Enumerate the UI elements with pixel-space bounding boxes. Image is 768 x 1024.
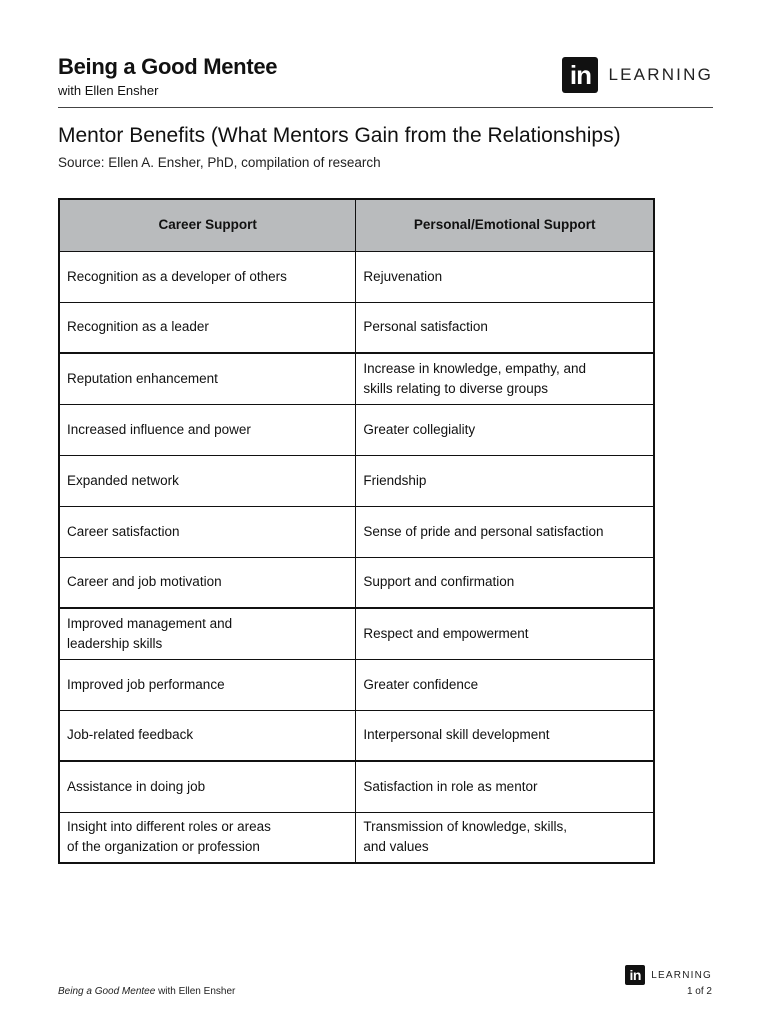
footer-learning-wordmark: LEARNING: [651, 969, 712, 981]
header-divider: [58, 107, 713, 108]
table-row: [59, 761, 654, 812]
career-support-cell: Increased influence and power: [59, 404, 356, 455]
career-support-cell: Expanded network: [59, 455, 356, 506]
document-header: [58, 54, 713, 110]
table-row: [59, 812, 654, 863]
career-support-cell: Career satisfaction: [59, 506, 356, 557]
footer-course-credit: [58, 986, 235, 997]
personal-support-cell: Respect and empowerment: [356, 608, 654, 659]
personal-support-cell: Support and confirmation: [356, 557, 654, 608]
table-row: [59, 608, 654, 659]
column-header-personal: Personal/Emotional Support: [356, 199, 654, 251]
linkedin-learning-logo: [562, 57, 713, 93]
personal-support-cell: Personal satisfaction: [356, 302, 654, 353]
document-subtitle: with Ellen Ensher: [58, 83, 159, 98]
table-row: [59, 710, 654, 761]
footer-course-author: with Ellen Ensher: [155, 986, 236, 997]
personal-support-cell: Greater collegiality: [356, 404, 654, 455]
career-support-cell: Assistance in doing job: [59, 761, 356, 812]
career-support-cell: Improved job performance: [59, 659, 356, 710]
career-support-cell: Recognition as a leader: [59, 302, 356, 353]
section-title: Mentor Benefits (What Mentors Gain from the Relationships): [58, 124, 621, 147]
personal-support-cell: Friendship: [356, 455, 654, 506]
personal-support-cell: Satisfaction in role as mentor: [356, 761, 654, 812]
table-row: [59, 353, 654, 404]
career-support-cell: Recognition as a developer of others: [59, 251, 356, 302]
table-row: [59, 404, 654, 455]
learning-wordmark: LEARNING: [608, 65, 713, 84]
personal-support-cell: Rejuvenation: [356, 251, 654, 302]
table-row: [59, 506, 654, 557]
source-note: Source: Ellen A. Ensher, PhD, compilation of research: [58, 155, 381, 170]
footer-course-title: Being a Good Mentee: [58, 986, 156, 997]
career-support-cell: Reputation enhancement: [59, 353, 356, 404]
table-row: [59, 302, 654, 353]
linkedin-in-icon: in: [562, 57, 598, 93]
career-support-cell: Insight into different roles or areas of the organization or profession: [59, 812, 356, 863]
personal-support-cell: Greater confidence: [356, 659, 654, 710]
table-row: [59, 557, 654, 608]
career-support-cell: Job-related feedback: [59, 710, 356, 761]
career-support-cell: Career and job motivation: [59, 557, 356, 608]
table-row: [59, 455, 654, 506]
document-title: Being a Good Mentee: [58, 54, 278, 79]
table-header-row: [59, 199, 654, 251]
page-number: 1 of 2: [686, 986, 712, 997]
personal-support-cell: Interpersonal skill development: [356, 710, 654, 761]
linkedin-in-icon: in: [625, 965, 645, 985]
personal-support-cell: Sense of pride and personal satisfaction: [356, 506, 654, 557]
mentor-benefits-table: [58, 198, 655, 864]
career-support-cell: Improved management and leadership skills: [59, 608, 356, 659]
footer-logo: [625, 965, 712, 985]
personal-support-cell: Transmission of knowledge, skills, and values: [356, 812, 654, 863]
personal-support-cell: Increase in knowledge, empathy, and skills relating to diverse groups: [356, 353, 654, 404]
column-header-career: Career Support: [59, 199, 356, 251]
table-row: [59, 251, 654, 302]
table-row: [59, 659, 654, 710]
